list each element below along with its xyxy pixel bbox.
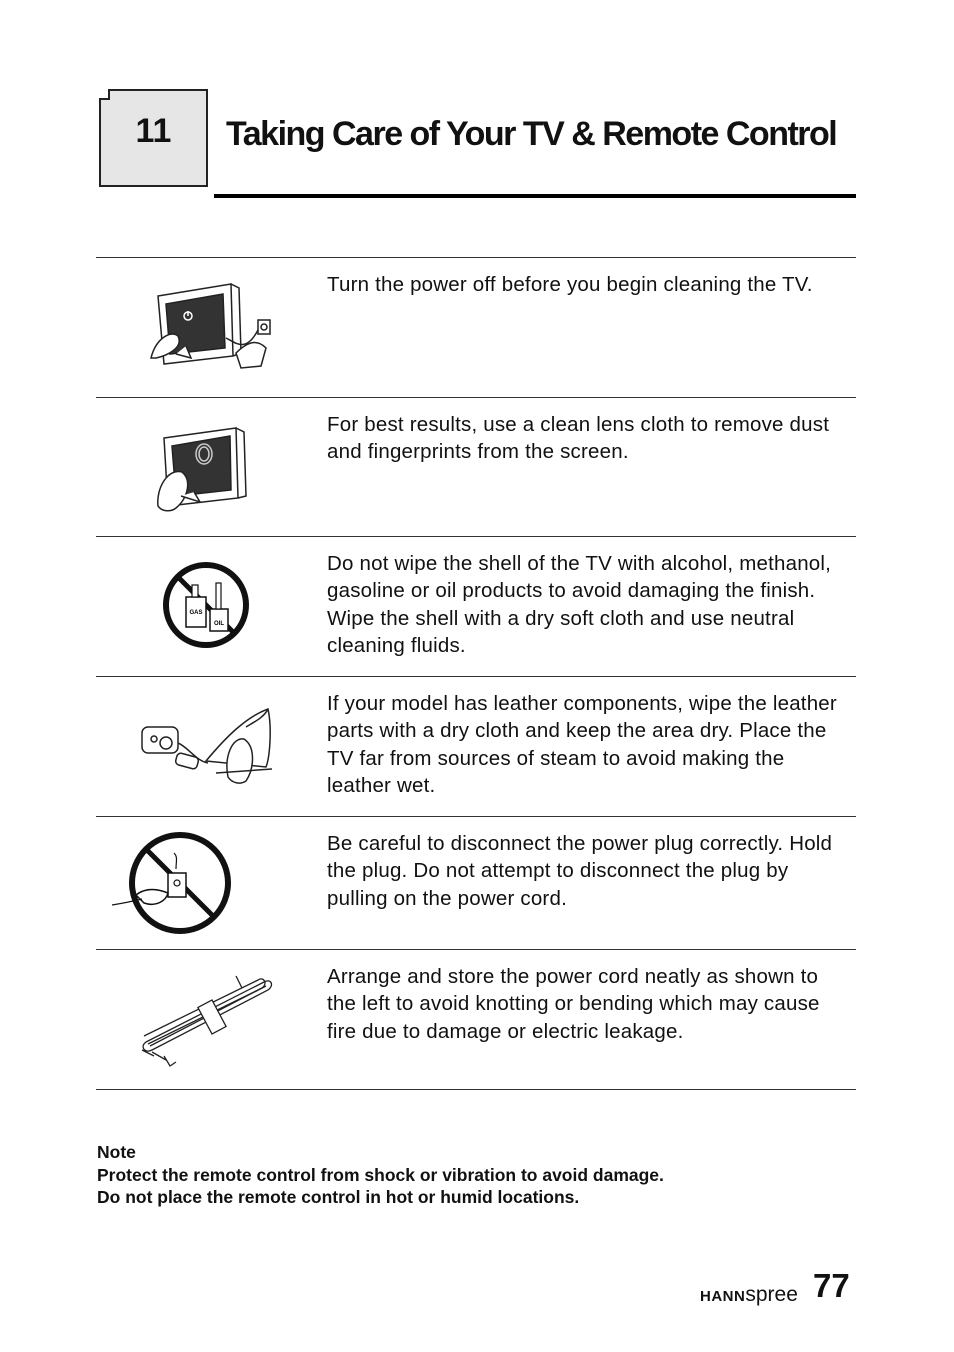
care-item-unplug (96, 816, 856, 950)
no-pull-cord-icon (96, 817, 326, 950)
brand-logo: HANNspree (700, 1283, 798, 1306)
tv-cloth-cleaning-icon (96, 398, 326, 537)
care-item-text: If your model has leather components, wipe the leather parts with a dry cloth and keep the area dry. Place the TV far from sources of steam to avoid making the leather wet. (327, 692, 837, 797)
tv-power-off-icon (96, 258, 326, 398)
care-item-text: For best results, use a clean lens cloth to remove dust and fingerprints from the screen. (327, 413, 830, 464)
chapter-title: Taking Care of Your TV & Remote Control (226, 115, 837, 153)
title-underline (214, 194, 856, 198)
care-item-text: Be careful to disconnect the power plug correctly. Hold the plug. Do not attempt to disconnect the plug by pulling on the power cord. (327, 832, 833, 910)
note-line: Protect the remote control from shock or vibration to avoid damage. (97, 1164, 664, 1185)
chapter-number: 11 (135, 112, 172, 150)
coiled-cord-icon (96, 950, 326, 1090)
care-item-text: Turn the power off before you begin cleaning the TV. (327, 273, 813, 296)
care-item-text: Arrange and store the power cord neatly as shown to the left to avoid knotting or bending which may cause fire due to damage or electric leakage. (327, 965, 820, 1043)
care-item-lens-cloth (96, 397, 856, 537)
no-gas-oil-icon (96, 537, 326, 677)
note-heading: Note (97, 1142, 136, 1162)
note-line: Do not place the remote control in hot or humid locations. (97, 1187, 580, 1207)
oil-label: OIL (214, 621, 224, 627)
care-item-cord-storage (96, 949, 856, 1090)
care-item-leather (96, 676, 856, 817)
leather-steam-icon (96, 677, 326, 817)
page-number: 77 (813, 1267, 850, 1304)
care-item-no-solvents (96, 536, 856, 677)
table-bottom-rule (96, 1089, 856, 1090)
note-block (97, 1141, 877, 1209)
care-item-power-off (96, 257, 856, 398)
care-item-text: Do not wipe the shell of the TV with alcohol, methanol, gasoline or oil products to avoid damaging the finish. Wipe the shell with a dry soft cloth and use neutral cleaning fluids. (327, 552, 832, 657)
gas-label: GAS (189, 610, 203, 616)
